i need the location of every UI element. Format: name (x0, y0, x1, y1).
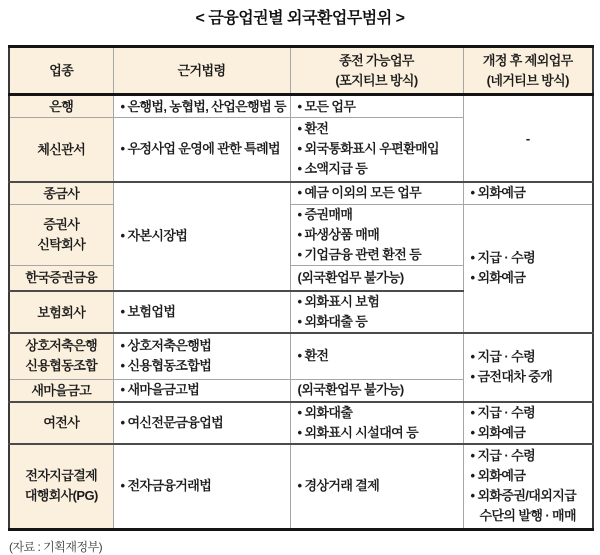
savings-prev-line: • 환전 (297, 348, 329, 364)
header-row (9, 47, 593, 95)
cell-postal-previous (290, 118, 463, 182)
cell-capital-co-law (113, 402, 290, 444)
cell-postal-law (113, 118, 290, 182)
cell-savings-saemaul-excluded (463, 333, 593, 402)
source-note: (자료 : 기획재정부) (9, 540, 103, 554)
securities-prev-line2: • 파생상품 매매 (297, 226, 380, 242)
postal-law-line: • 우정사업 운영에 관한 특례법 (120, 141, 280, 157)
insurance-prev-line1: • 외화표시 보험 (297, 294, 380, 309)
row-pg (9, 444, 593, 530)
cell-securities-industry (9, 204, 113, 265)
cell-capital-market-law (113, 182, 290, 292)
bank-law-line: • 은행법, 농협법, 산업은행법 등 (120, 98, 287, 114)
pg-industry-line2: 대행회사(PG) (24, 488, 98, 504)
capital-co-excluded-line2: • 외화예금 (470, 424, 526, 440)
cell-pg-industry (9, 444, 113, 530)
pg-excluded-line1: • 지급 · 수령 (470, 448, 536, 464)
cell-bank-law (113, 95, 290, 118)
fx-business-scope-table (8, 45, 594, 531)
cell-postal-industry: 체신관서 (9, 118, 113, 182)
row-merchant-bank (9, 182, 593, 205)
cell-merchant-previous (290, 182, 463, 205)
cell-saemaul-industry: 새마을금고 (9, 379, 113, 402)
ksfc-prev-line: (외국환업무 불가능) (297, 269, 404, 285)
securities-prev-line3: • 기업금융 관련 환전 등 (297, 246, 422, 262)
col-header-law: 근거법령 (113, 47, 290, 95)
cell-securities-insurance-excluded (463, 204, 593, 333)
cell-capital-co-excluded (463, 402, 593, 444)
cell-saemaul-previous (290, 379, 463, 402)
cell-pg-excluded (463, 444, 593, 530)
postal-prev-line3: • 소액지급 등 (297, 161, 368, 177)
postal-prev-line1: • 환전 (297, 121, 329, 137)
capital-co-prev-line1: • 외화대출 (297, 404, 353, 420)
cell-merchant-excluded (463, 182, 593, 205)
sec-ins-excluded-line2: • 외화예금 (470, 270, 526, 286)
securities-prev-line1: • 증권매매 (297, 206, 353, 222)
cell-insurance-previous (290, 291, 463, 333)
pg-law-line: • 전자금융거래법 (120, 478, 212, 494)
cell-savings-law (113, 333, 290, 379)
merchant-prev-line: • 예금 이외의 모든 업무 (297, 185, 422, 200)
saemaul-prev-line: (외국환업무 불가능) (297, 382, 404, 397)
pg-excluded-line2: • 외화예금 (470, 468, 526, 484)
col-header-industry: 업종 (9, 47, 113, 95)
row-savings-credit (9, 333, 593, 379)
capital-co-prev-line2: • 외화표시 시설대여 등 (297, 424, 419, 440)
capital-co-excluded-line1: • 지급 · 수령 (470, 404, 536, 420)
row-capital-company (9, 402, 593, 444)
pg-prev-line: • 경상거래 결제 (297, 478, 380, 494)
figure-title: < 금융업권별 외국환업무범위 > (195, 10, 405, 27)
cell-capital-co-previous (290, 402, 463, 444)
cell-merchant-industry: 종금사 (9, 182, 113, 205)
cell-bank-postal-excluded: - (463, 95, 593, 182)
pg-excluded-line3: • 외화증권/대외지급 (470, 488, 577, 504)
postal-prev-line2: • 외국통화표시 우편환매입 (297, 141, 440, 157)
securities-industry-line2: 신탁회사 (37, 236, 86, 252)
cell-capital-co-industry: 여전사 (9, 402, 113, 444)
savings-industry-line2: 신용협동조합 (25, 358, 98, 374)
savings-industry-line1: 상호저축은행 (25, 338, 98, 354)
row-bank (9, 95, 593, 118)
cell-pg-previous (290, 444, 463, 530)
cell-bank-previous (290, 95, 463, 118)
bank-prev-line: • 모든 업무 (297, 98, 356, 114)
capital-co-law-line: • 여신전문금융업법 (120, 414, 224, 430)
col-header-previous (290, 47, 463, 95)
cell-insurance-law (113, 291, 290, 333)
savings-excluded-line2: • 금전대차 중개 (470, 369, 553, 385)
cell-savings-previous (290, 333, 463, 379)
insurance-prev-line2: • 외화대출 등 (297, 314, 368, 329)
cell-ksfc-industry: 한국증권금융 (9, 265, 113, 291)
pg-excluded-line4: 수단의 발행 · 매매 (479, 508, 576, 524)
savings-excluded-line1: • 지급 · 수령 (470, 349, 536, 365)
col-header-excluded-line2: (네거티브 방식) (486, 72, 569, 88)
col-header-previous-line2: (포지티브 방식) (335, 72, 418, 88)
pg-industry-line1: 전자지급결제 (25, 468, 98, 484)
row-securities-trust (9, 204, 593, 265)
merchant-excluded-line: • 외화예금 (470, 185, 526, 200)
cell-securities-previous (290, 204, 463, 265)
securities-industry-line1: 증권사 (43, 216, 80, 232)
capital-market-law-line: • 자본시장법 (120, 228, 188, 244)
col-header-previous-line1: 종전 가능업무 (339, 52, 414, 68)
insurance-law-line: • 보험업법 (120, 304, 176, 319)
col-header-excluded-line1: 개정 후 제외업무 (482, 52, 573, 68)
cell-savings-industry (9, 333, 113, 379)
sec-ins-excluded-line1: • 지급 · 수령 (470, 250, 536, 266)
cell-insurance-industry: 보험회사 (9, 291, 113, 333)
cell-ksfc-previous (290, 265, 463, 291)
saemaul-law-line: • 새마을금고법 (120, 382, 200, 397)
cell-bank-industry: 은행 (9, 95, 113, 118)
col-header-excluded (463, 47, 593, 95)
savings-law-line1: • 상호저축은행법 (120, 338, 212, 354)
cell-pg-law (113, 444, 290, 530)
savings-law-line2: • 신용협동조합법 (120, 358, 212, 374)
cell-saemaul-law (113, 379, 290, 402)
